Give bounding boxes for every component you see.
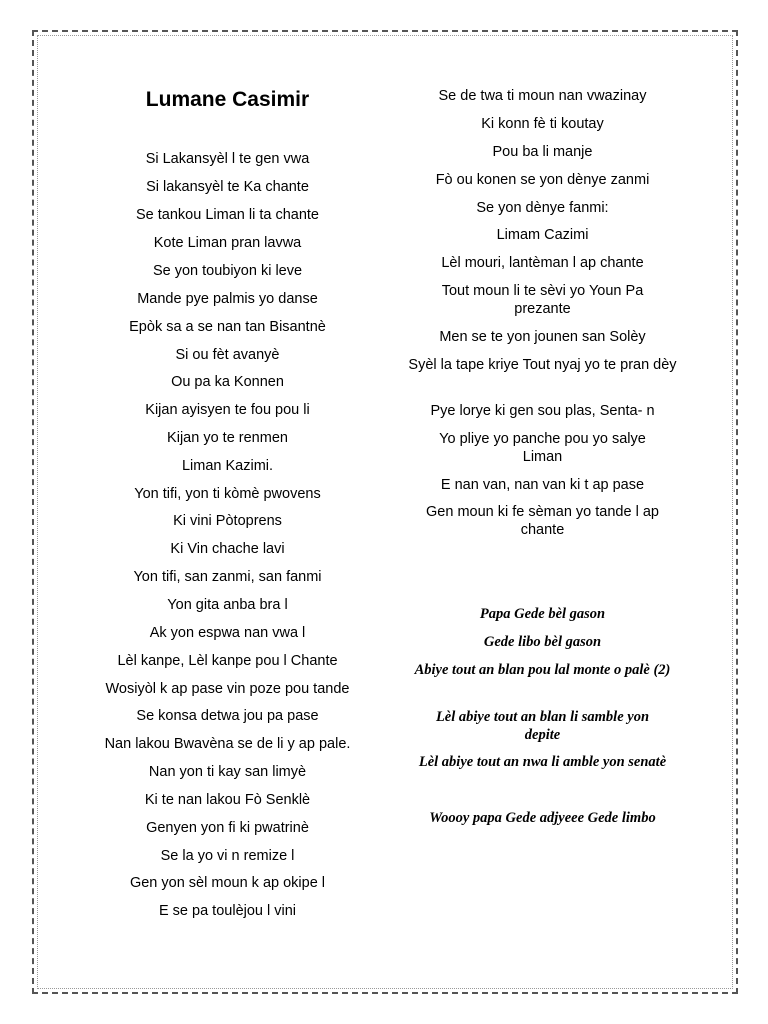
poem-line: Wosiyòl k ap pase vin poze pou tande [105, 681, 350, 697]
poem-line: Yo pliye yo panche pou yo salye Liman [439, 431, 646, 465]
poem-line: Ki Vin chache lavi [170, 541, 285, 557]
refrain-line: Lèl abiye tout an nwa li amble yon senatè [418, 754, 667, 770]
poem-line: Se la yo vi n remize l [160, 848, 295, 864]
poem-line: Pye lorye ki gen sou plas, Senta- n [430, 403, 655, 419]
poem-line: Ki konn fè ti koutay [481, 116, 604, 132]
poem-line: Mande pye palmis yo danse [137, 291, 318, 307]
poem-line: Se tankou Liman li ta chante [136, 207, 319, 223]
refrain-line: Woooy papa Gede adjyeee Gede limbo [429, 810, 656, 826]
poem-line: Yon gita anba bra l [167, 597, 288, 613]
poem-line: Nan lakou Bwavèna se de li y ap pale. [104, 736, 351, 752]
poem-line: Ak yon espwa nan vwa l [149, 625, 306, 641]
poem-line: Nan yon ti kay san limyè [148, 764, 307, 780]
poem-line: Ki te nan lakou Fò Senklè [144, 792, 311, 808]
poem-title: Lumane Casimir [145, 88, 310, 111]
poem-line: Gen yon sèl moun k ap okipe l [129, 875, 326, 891]
poem-line: Lèl kanpe, Lèl kanpe pou l Chante [117, 653, 338, 669]
poem-line: Limam Cazimi [496, 227, 589, 243]
poem-line: E nan van, nan van ki t ap pase [440, 477, 645, 493]
poem-line: Yon tifi, san zanmi, san fanmi [133, 569, 322, 585]
poem-line: Kote Liman pran lavwa [153, 235, 302, 251]
poem-line: Liman Kazimi. [181, 458, 274, 474]
poem-line: Syèl la tape kriye Tout nyaj yo te pran dèy [408, 357, 677, 373]
refrain-line: Abiye tout an blan pou lal monte o palè (2) [414, 662, 671, 678]
poem-line: Fò ou konen se yon dènye zanmi [435, 172, 650, 188]
poem-line: Si lakansyèl te Ka chante [146, 179, 309, 195]
poem-line: Yon tifi, yon ti kòmè pwovens [134, 486, 321, 502]
poem-line: Ki vini Pòtoprens [173, 513, 282, 529]
poem-line: Genyen yon fi ki pwatrinè [146, 820, 309, 836]
poem-line: Si Lakansyèl l te gen vwa [145, 151, 310, 167]
poem-line: Kijan yo te renmen [167, 430, 288, 446]
poem-line: Se yon dènye fanmi: [476, 200, 609, 216]
refrain-line: Lèl abiye tout an blan li samble yon depite [435, 709, 650, 743]
poem-line: Gen moun ki fe sèman yo tande l ap chante [426, 504, 659, 538]
refrain-line: Papa Gede bèl gason [479, 606, 606, 622]
poem-line: Kijan ayisyen te fou pou li [145, 402, 310, 418]
poem-line: Pou ba li manje [492, 144, 593, 160]
poem-line: Se de twa ti moun nan vwazinay [438, 88, 647, 104]
poem-line: Ou pa ka Konnen [171, 374, 284, 390]
poem-line: Men se te yon jounen san Solèy [439, 329, 646, 345]
poem-line: Se konsa detwa jou pa pase [136, 708, 319, 724]
poem-line: Si ou fèt avanyè [175, 347, 280, 363]
refrain-line: Gede libo bèl gason [483, 634, 602, 650]
poem-line: Tout moun li te sèvi yo Youn Pa prezante [441, 283, 644, 317]
poem-line: Epòk sa a se nan tan Bisantnè [129, 319, 326, 335]
poem-line: E se pa toulèjou l vini [158, 903, 297, 919]
poem-line: Lèl mouri, lantèman l ap chante [441, 255, 644, 271]
poem-line: Se yon toubiyon ki leve [152, 263, 303, 279]
